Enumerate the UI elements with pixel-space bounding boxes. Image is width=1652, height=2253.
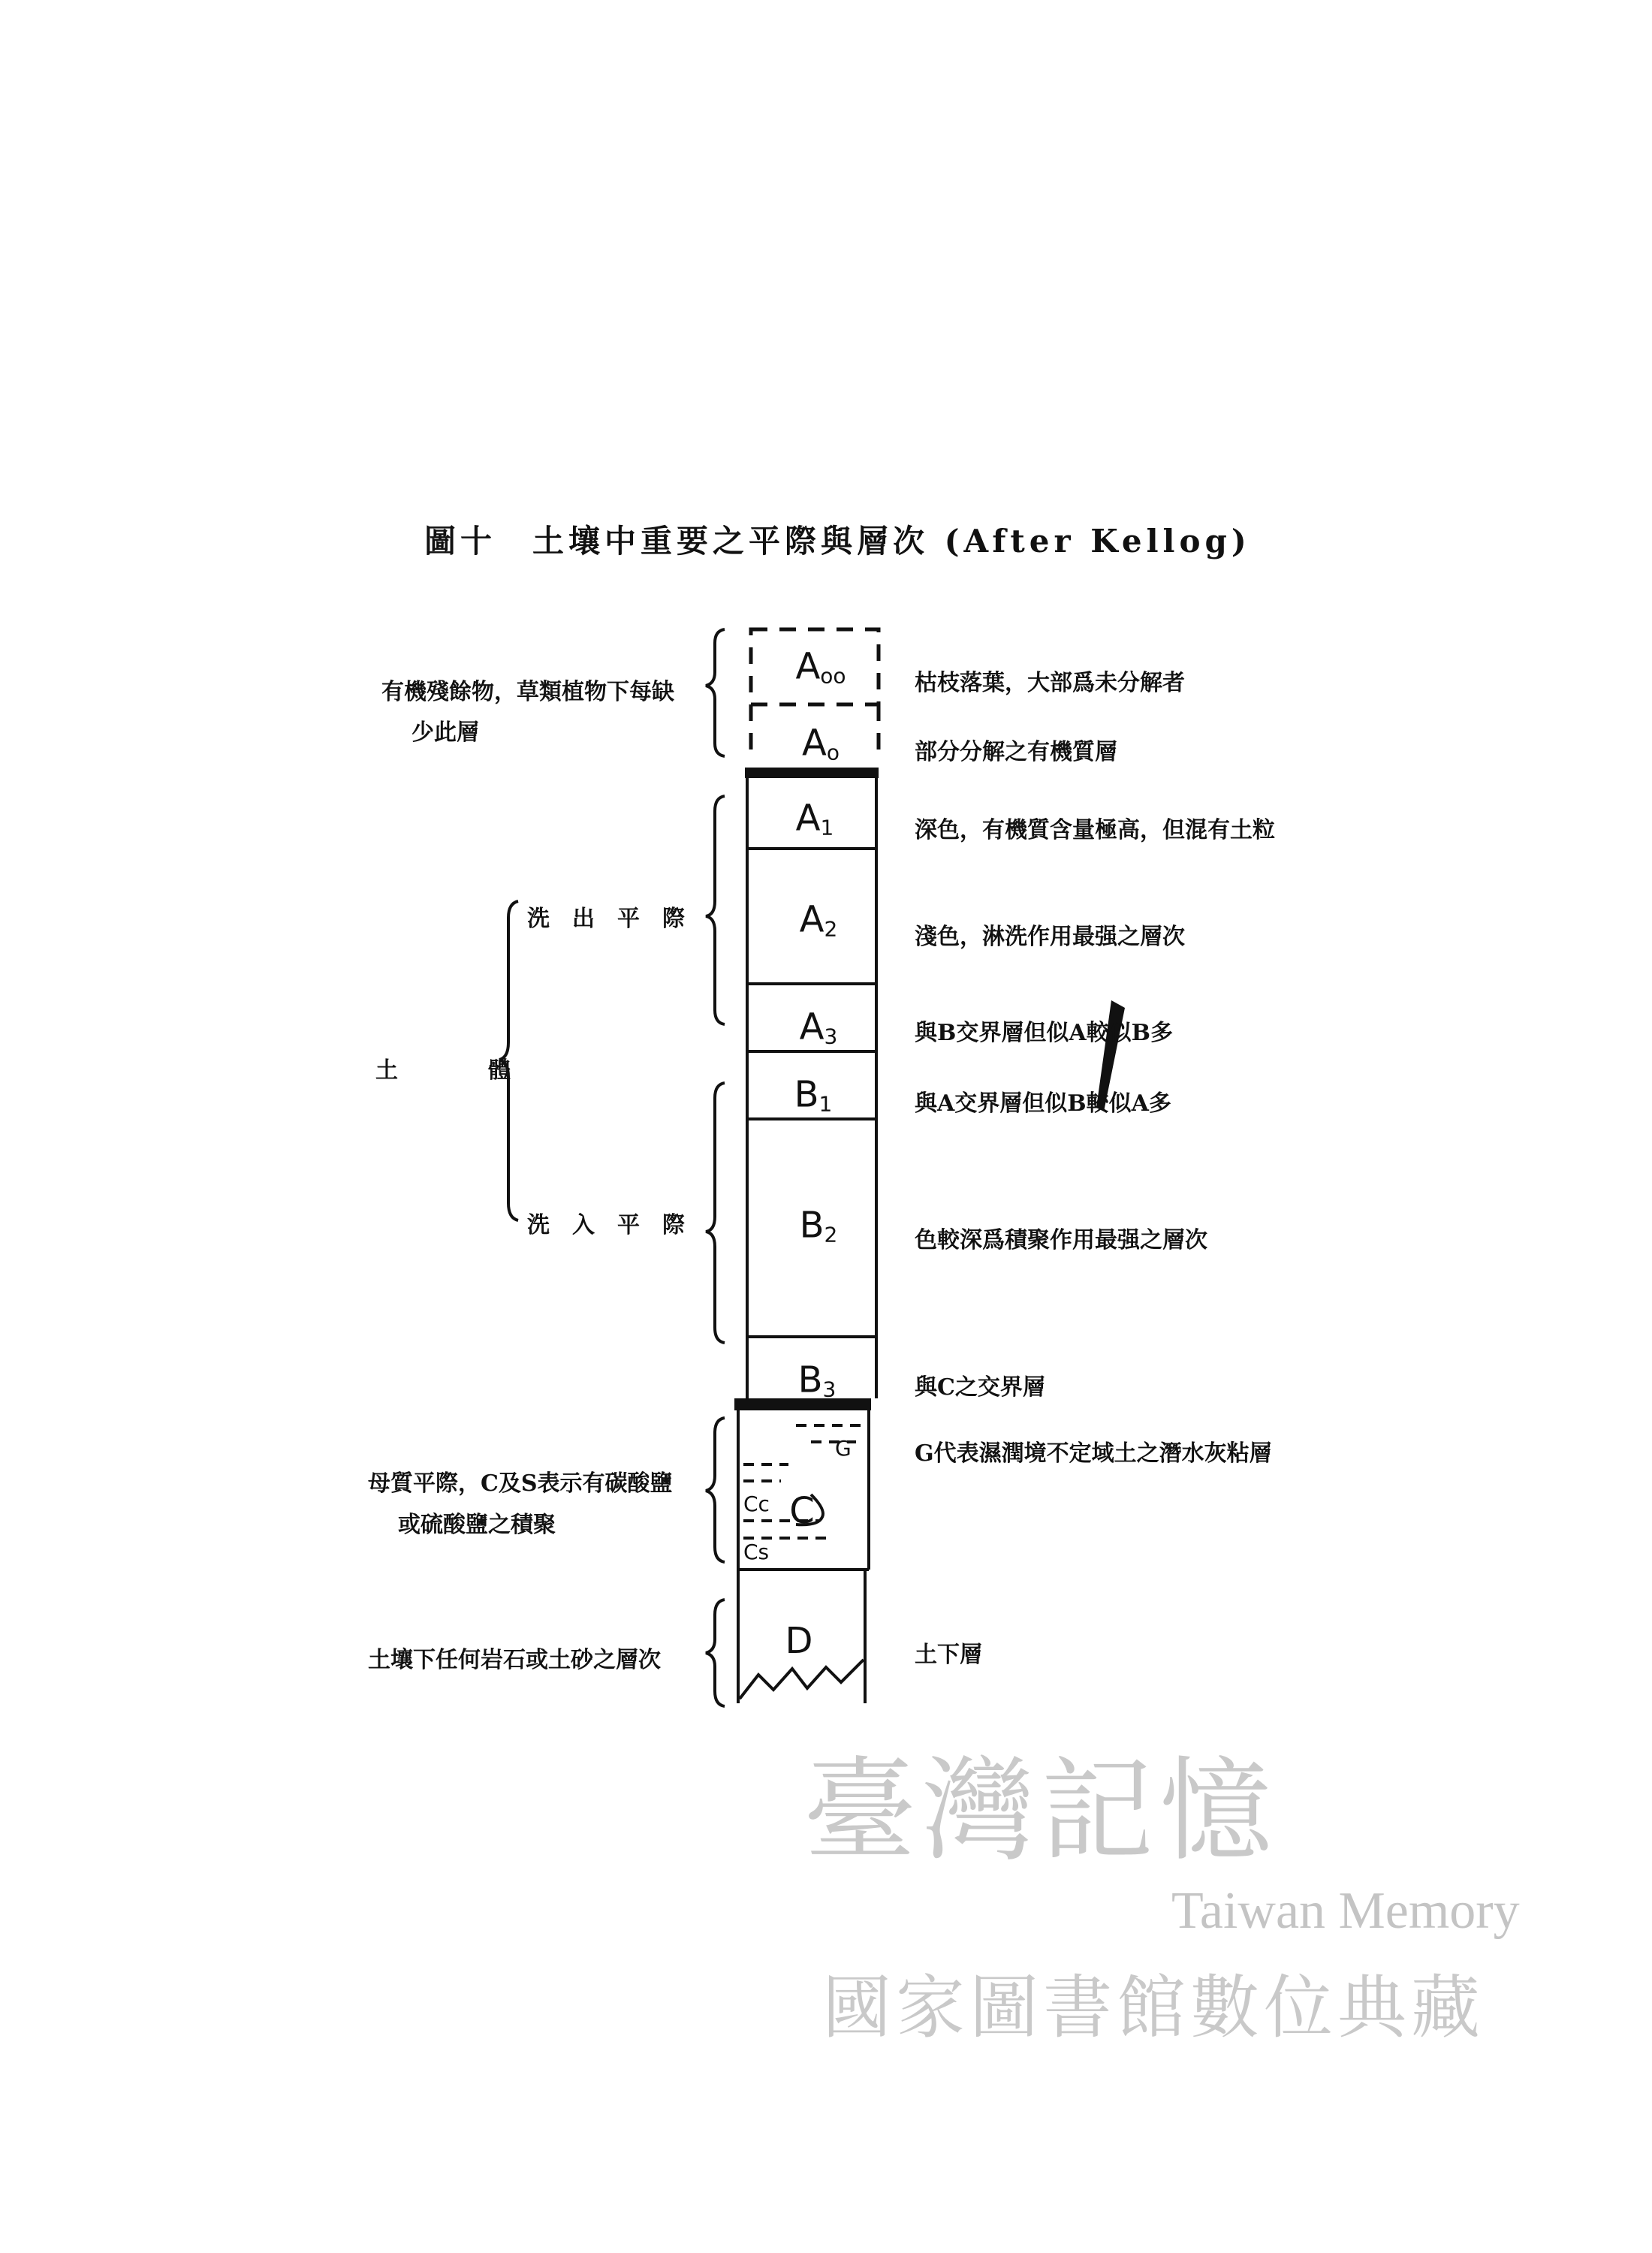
desc-a2: 淺色，淋洗作用最强之層次 [915, 924, 1185, 950]
horizon-code-b1 [794, 1074, 833, 1117]
horizon-code-letter: B [794, 1073, 819, 1116]
desc-ao: 部分分解之有機質層 [915, 739, 1117, 765]
horizon-code-letter: B [799, 1204, 824, 1247]
horizon-code-letter: A [802, 722, 827, 765]
desc-c: G代表濕潤境不定域土之潛水灰粘層 [915, 1440, 1272, 1467]
label-parent-line1: 母質平際，C及S表示有碳酸鹽 [368, 1470, 673, 1497]
horizon-code-sub: 3 [824, 1024, 838, 1049]
label-organic-line1: 有機殘餘物，草類植物下每缺 [381, 679, 674, 705]
watermark-english: Taiwan Memory [1171, 1882, 1520, 1940]
horizon-code-ao [802, 722, 840, 765]
horizon-code-c [789, 1490, 815, 1532]
c-zone-mark-cc: Cc [743, 1491, 770, 1516]
horizon-code-b3 [798, 1359, 837, 1402]
horizon-code-b2 [800, 1205, 838, 1247]
desc-aoo: 枯枝落葉，大部爲未分解者 [915, 670, 1185, 696]
desc-d: 土下層 [915, 1642, 982, 1668]
label-illuvial: 洗 入 平 際 [527, 1212, 685, 1238]
horizon-code-letter: D [785, 1620, 813, 1662]
desc-b3: 與C之交界層 [915, 1374, 1045, 1401]
horizon-code-sub: 2 [824, 916, 838, 942]
horizon-code-aoo [795, 646, 846, 689]
horizon-code-sub: o [826, 740, 840, 765]
horizon-code-sub: 3 [822, 1377, 837, 1402]
horizon-code-sub: 2 [824, 1222, 838, 1247]
label-eluvial: 洗 出 平 際 [527, 906, 685, 932]
desc-b2: 色較深爲積聚作用最强之層次 [915, 1227, 1207, 1253]
label-organic-line2: 少此層 [411, 719, 479, 746]
desc-a1: 深色，有機質含量極高，但混有土粒 [915, 817, 1275, 843]
horizon-code-letter: A [795, 797, 821, 840]
label-solum: 土 體 [375, 1057, 511, 1084]
horizon-code-d [785, 1620, 813, 1662]
c-zone-mark-g: G [835, 1436, 852, 1461]
desc-b1: 與A交界層但似B較似A多 [915, 1090, 1171, 1117]
horizon-code-letter: A [795, 645, 821, 688]
horizon-code-letter: C [789, 1490, 815, 1532]
horizon-code-a2 [800, 899, 838, 942]
horizon-code-sub: 1 [818, 1091, 833, 1117]
horizon-code-sub: 1 [820, 815, 834, 840]
horizon-code-sub: oo [820, 663, 846, 689]
top-black-bar [745, 768, 879, 778]
left-braces [499, 629, 725, 1706]
horizon-code-a1 [796, 798, 834, 840]
horizon-code-a3 [800, 1006, 838, 1049]
horizon-code-letter: A [799, 898, 824, 941]
watermark-chinese: 臺灣記憶 [803, 1746, 1279, 1877]
horizon-code-letter: A [799, 1006, 824, 1048]
label-parent-line2: 或硫酸鹽之積聚 [398, 1512, 556, 1538]
label-substratum: 土壤下任何岩石或土砂之層次 [368, 1647, 661, 1673]
desc-a3: 與B交界層但似A較似B多 [915, 1020, 1173, 1046]
watermark-library: 國家圖書館數位典藏 [822, 1968, 1485, 2048]
c-zone-mark-cs: Cs [743, 1540, 770, 1564]
figure-title: 圖十 土壤中重要之平際與層次 (After Kellog) [424, 523, 1251, 559]
horizon-code-letter: B [797, 1359, 823, 1401]
